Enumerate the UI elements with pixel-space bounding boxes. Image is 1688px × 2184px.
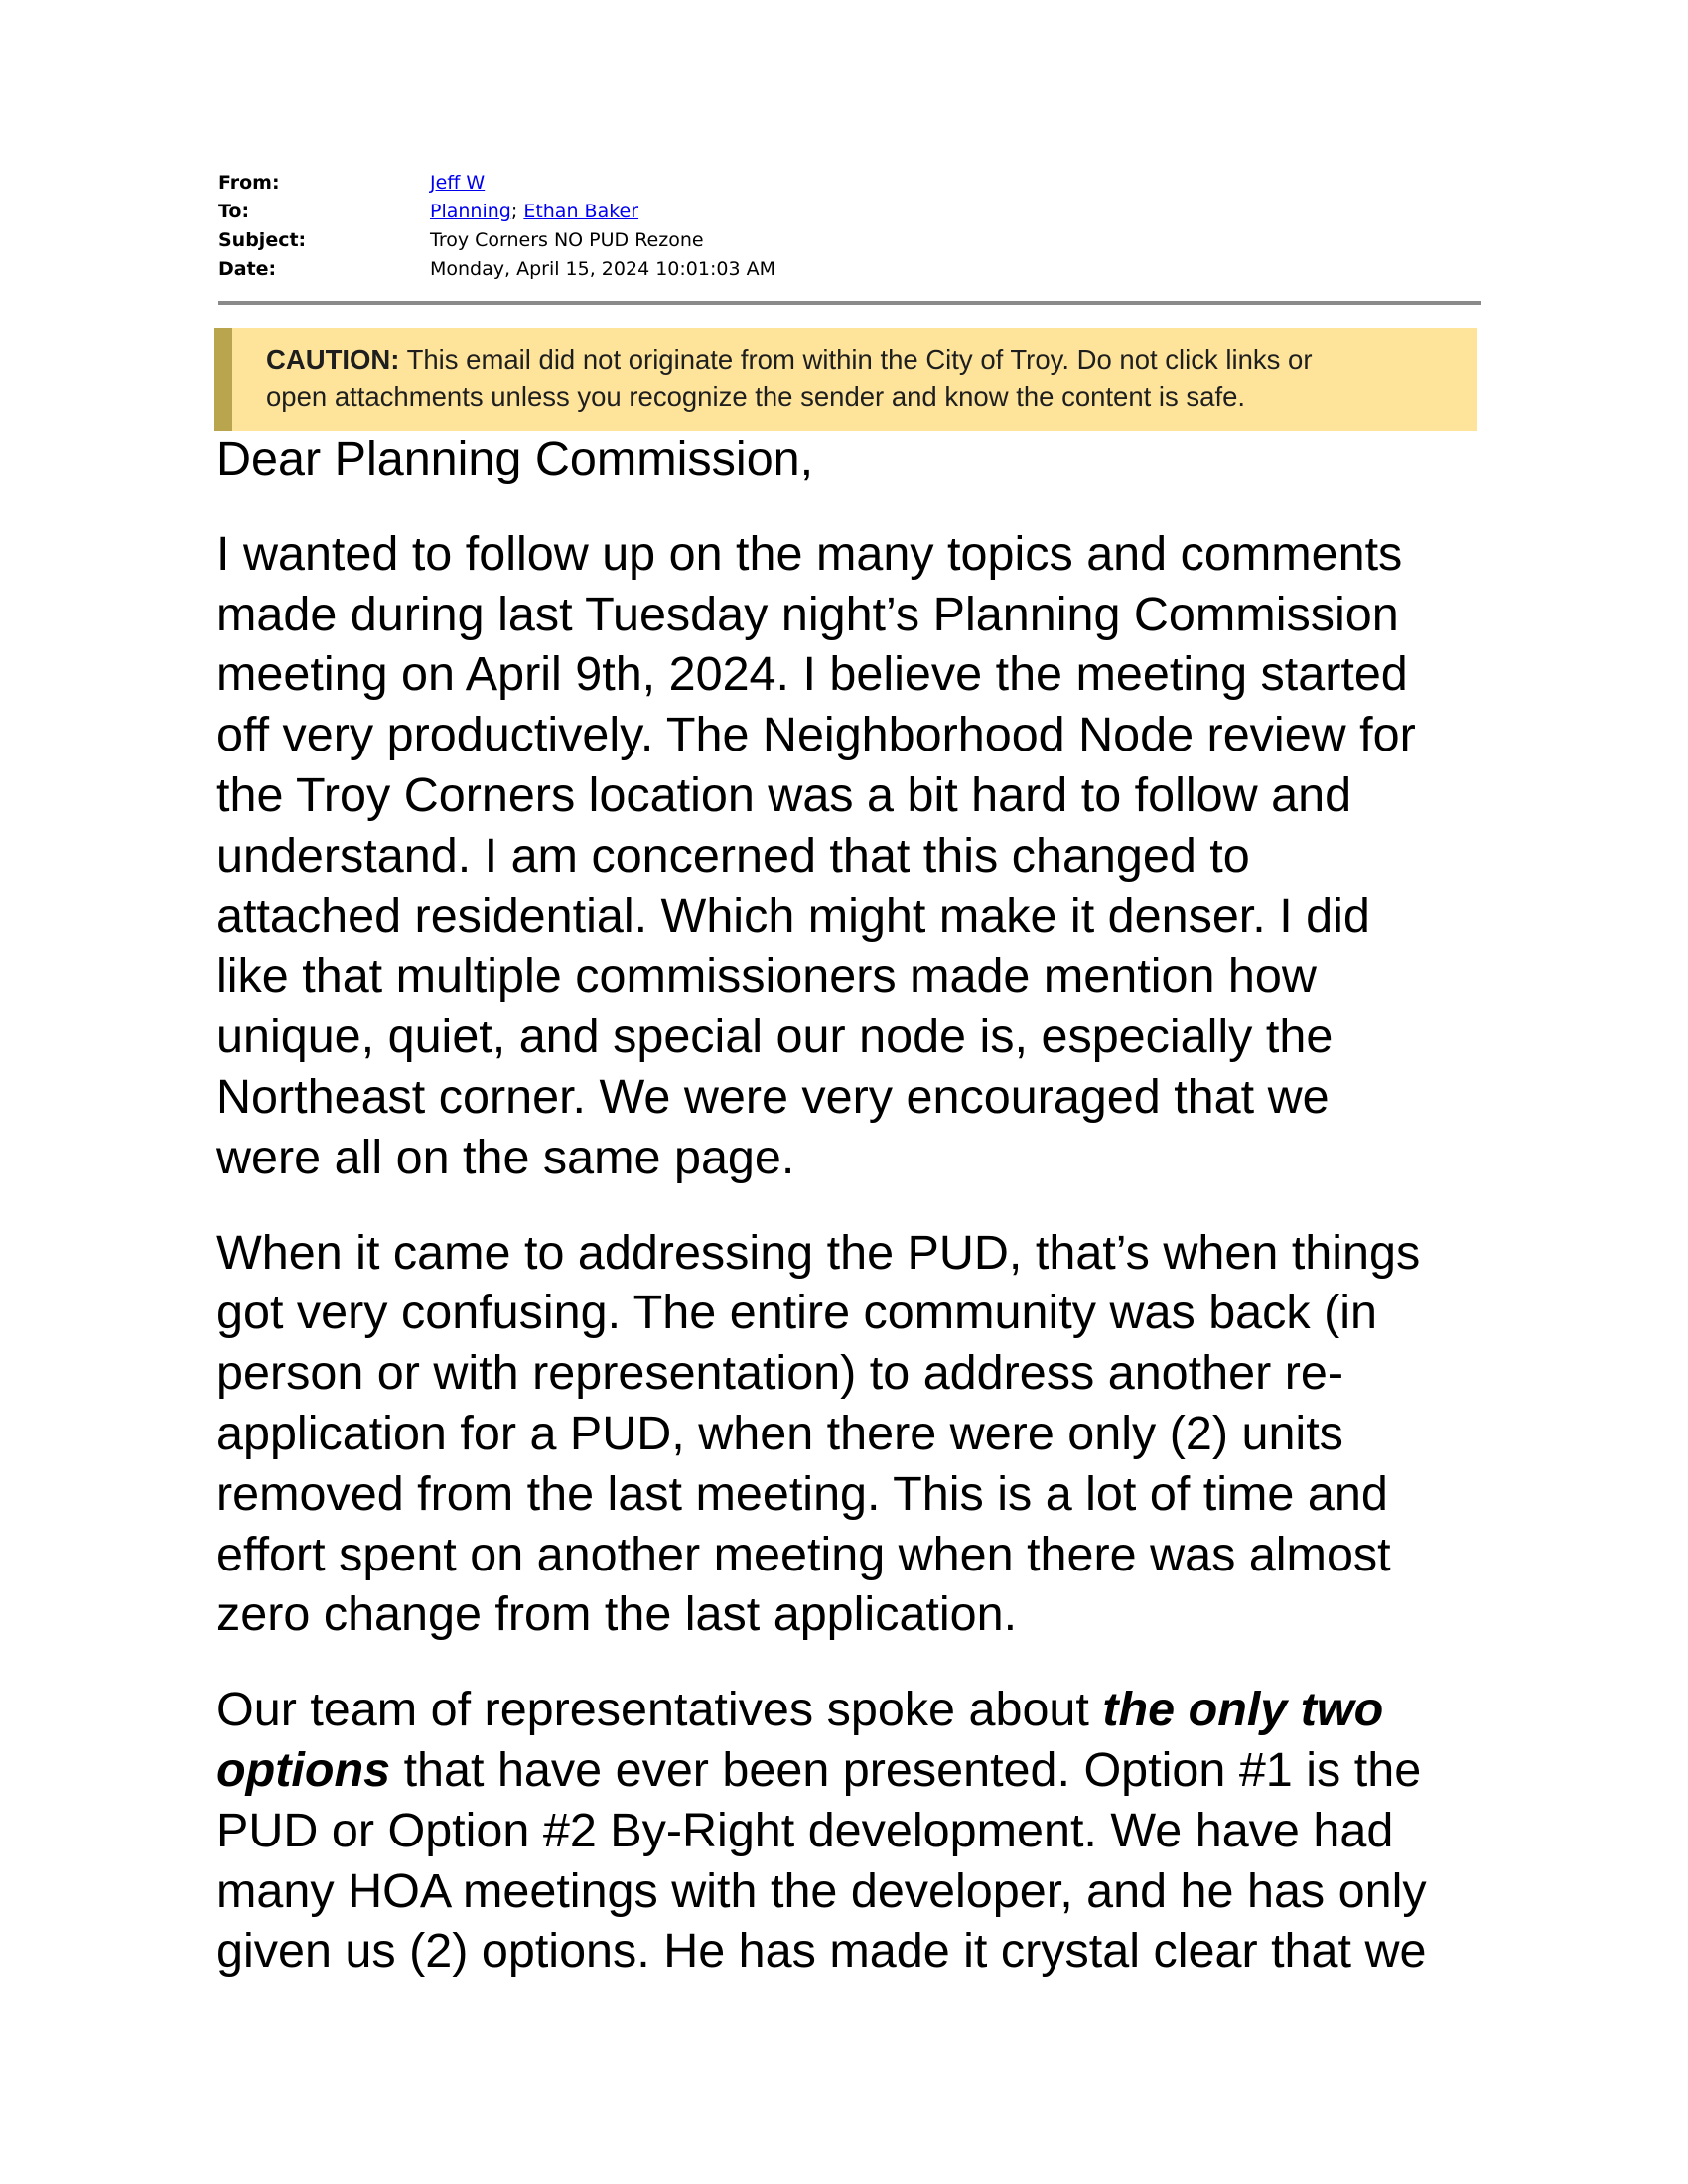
to-value (430, 198, 638, 226)
caution-label: CAUTION: (266, 344, 400, 375)
greeting: Dear Planning Commission, (216, 432, 814, 485)
recipient-link-planning[interactable]: Planning (430, 201, 511, 222)
sender-link[interactable]: Jeff W (430, 172, 486, 194)
recipient-link-ethan-baker[interactable]: Ethan Baker (523, 201, 639, 222)
body-paragraph-2: When it came to addressing the PUD, that’s when things got very confusing. The entire community was back (in person or with representation) to address another re- application for a PUD, when there were only (2) units removed from the last meeting. This is a lot of time and effort spent on another meeting when there was almost zero change from the last application. (216, 1225, 1421, 1642)
to-label: To: (218, 201, 250, 222)
subject-label: Subject: (218, 229, 307, 251)
paragraph-3-rest: that have ever been presented. Option #1 is the PUD or Option #2 By-Right development. We have had many HOA meetings with the developer, and he has only given us (2) options. He has made it crystal clear that we (216, 1742, 1427, 1979)
to-row (218, 198, 1479, 226)
date-row (218, 255, 1479, 284)
from-row (218, 169, 1479, 198)
paragraph-3-lead: Our team of representatives spoke about (216, 1683, 1103, 1737)
date-label: Date: (218, 258, 277, 280)
caution-message (266, 341, 1468, 415)
email-header (218, 169, 1479, 284)
caution-banner (214, 328, 1477, 431)
recipient-separator: ; (510, 201, 524, 222)
from-label: From: (218, 172, 280, 194)
caution-text: This email did not originate from within the City of Troy. Do not click links or open attachments unless you recognize the sender and know the content is safe. (266, 344, 1313, 412)
email-body (216, 429, 1507, 2016)
from-value (430, 169, 485, 198)
caution-accent-bar (214, 328, 232, 431)
date-value: Monday, April 15, 2024 10:01:03 AM (430, 258, 775, 280)
subject-value: Troy Corners NO PUD Rezone (430, 229, 704, 251)
subject-row (218, 226, 1479, 255)
body-paragraph-1: I wanted to follow up on the many topics and comments made during last Tuesday night’s Planning Commission meeting on April 9th, 2024. I believe the meeting started off very productively. The Neighborhood Node review for the Troy Corners location was a bit hard to follow and understand. I am concerned that this changed to attached residential. Which might make it denser. I did like that multiple commissioners made mention how unique, quiet, and special our node is, especially the Northeast corner. We were very encouraged that we were all on the same page. (216, 526, 1416, 1184)
header-divider (218, 301, 1481, 305)
body-paragraph-3 (216, 1680, 1507, 1981)
paragraph-3-emphasis: the only two options (216, 1683, 1384, 1797)
